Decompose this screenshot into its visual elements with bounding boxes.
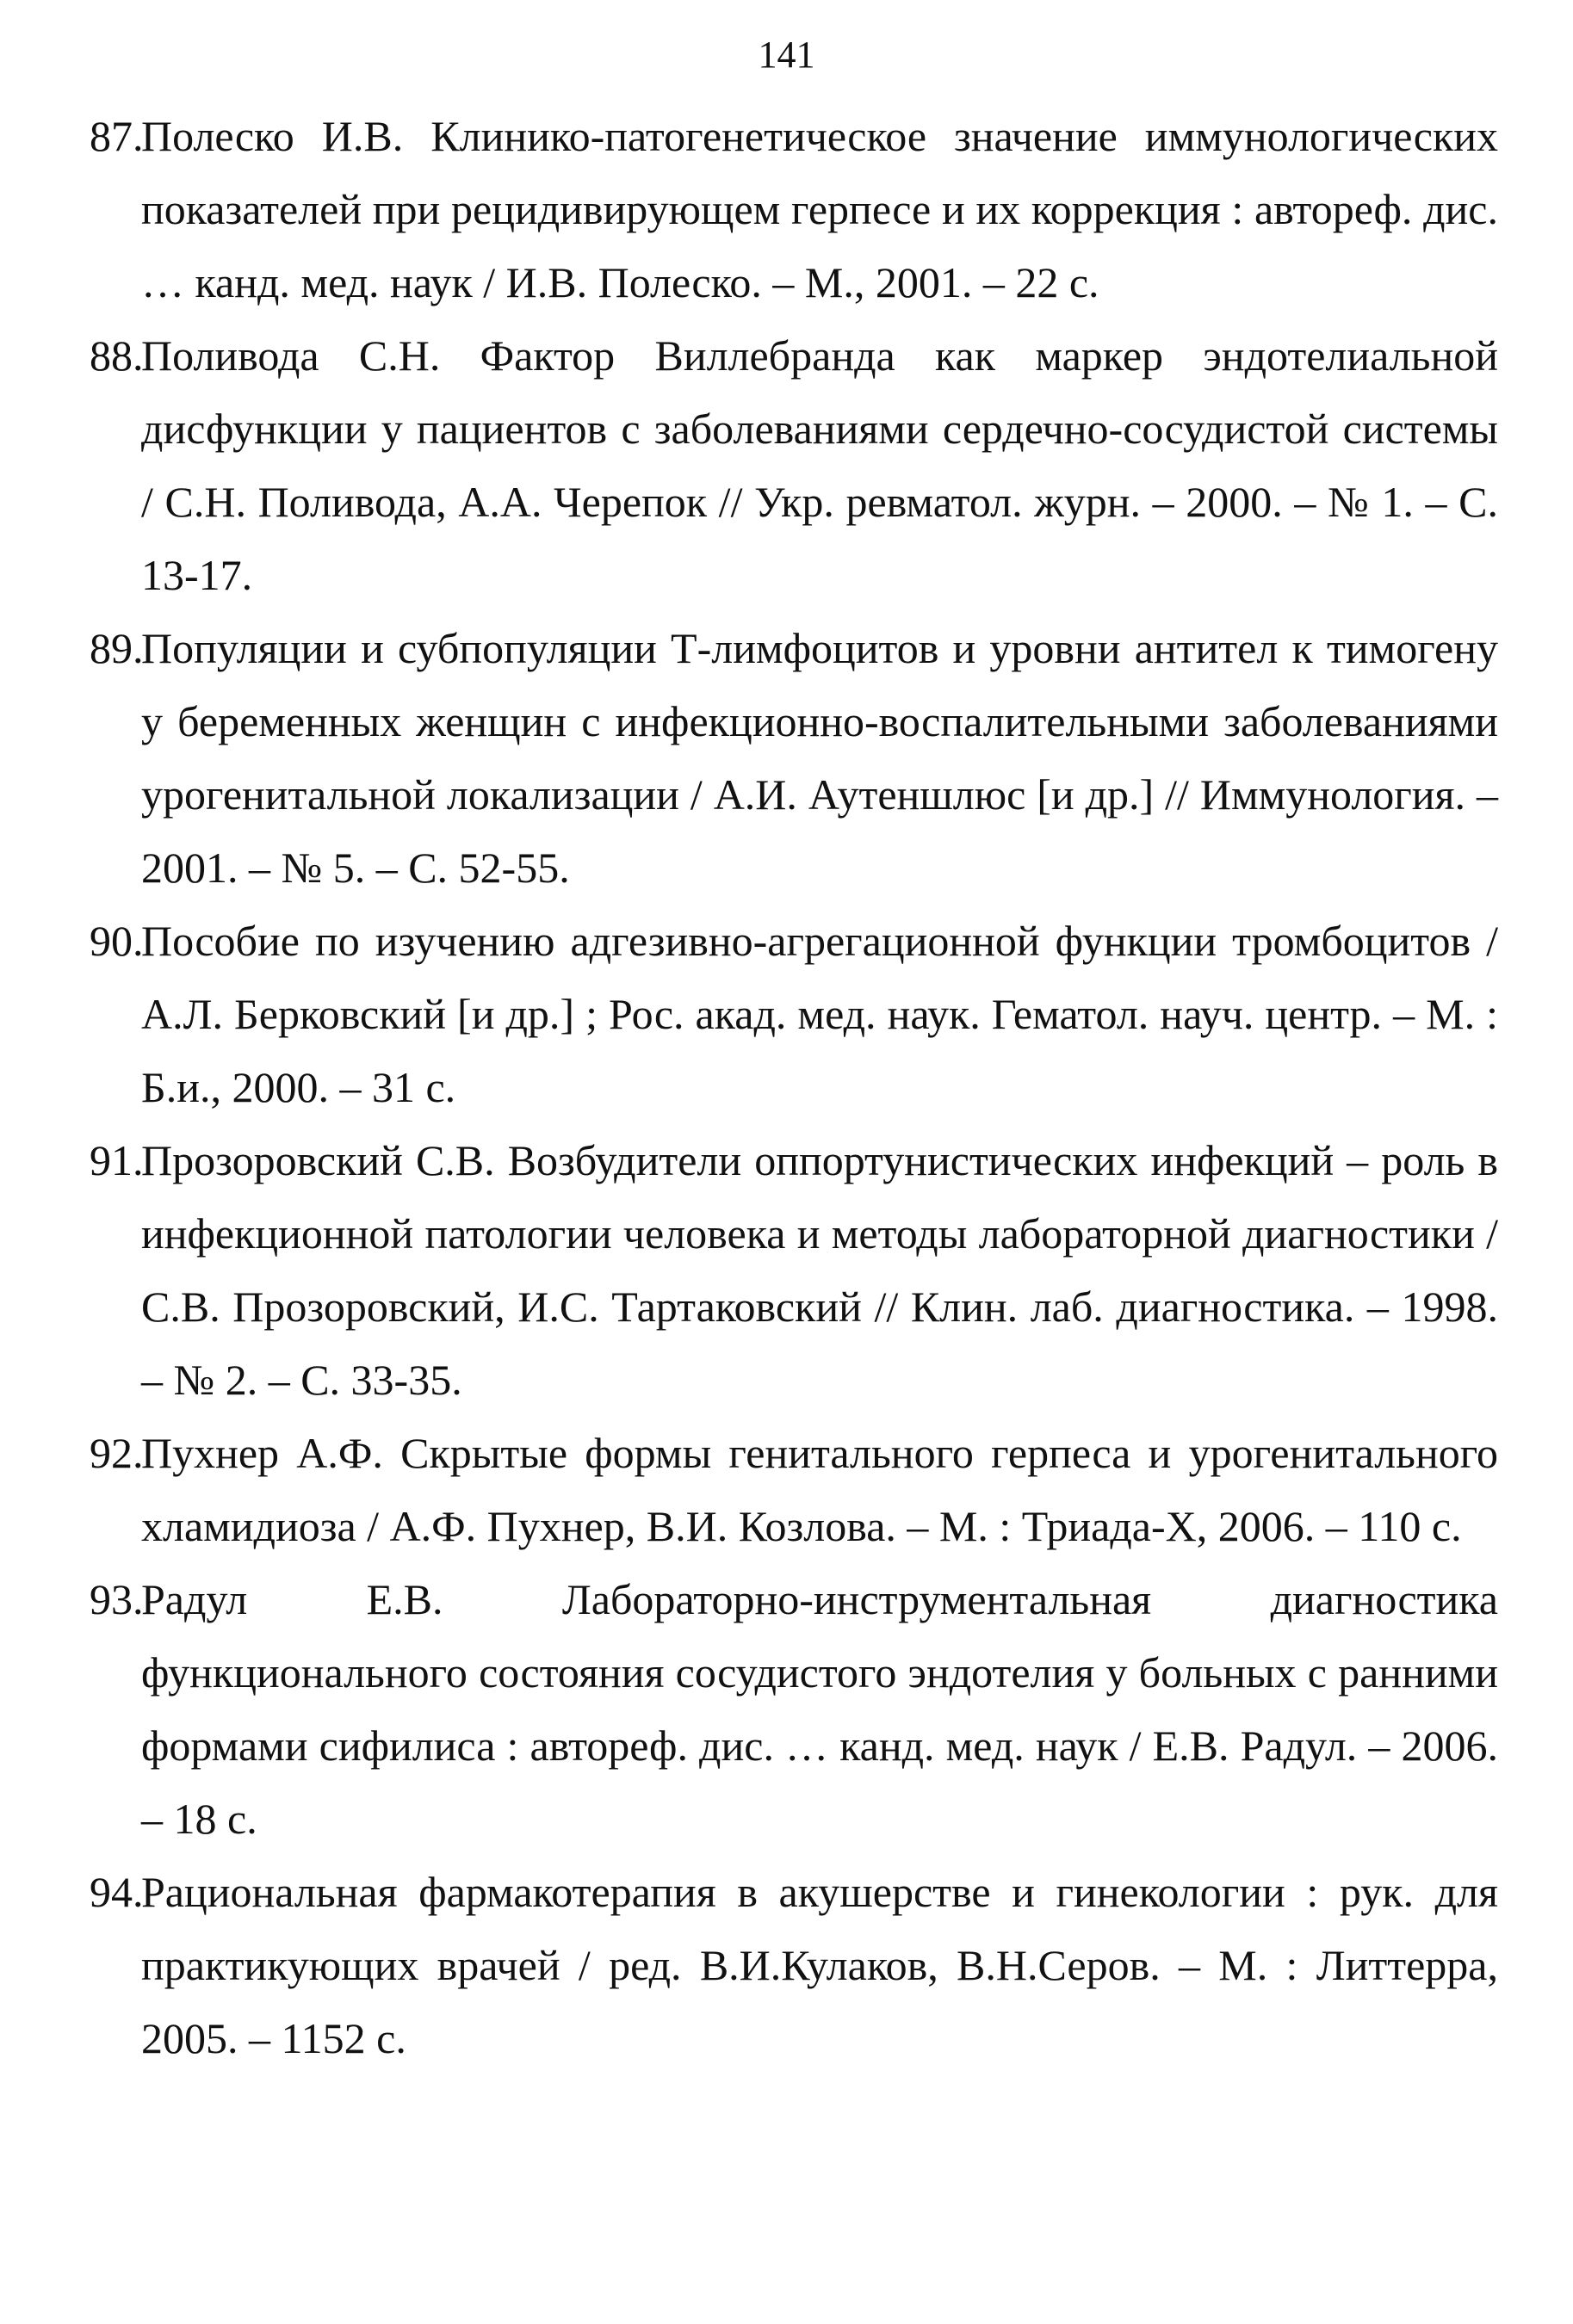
reference-item bbox=[90, 1563, 1498, 1856]
reference-number: 94. bbox=[90, 1868, 144, 1916]
reference-item bbox=[90, 905, 1498, 1124]
reference-number: 88. bbox=[90, 331, 144, 380]
page-number: 141 bbox=[758, 34, 815, 76]
reference-item bbox=[90, 319, 1498, 612]
reference-number: 93. bbox=[90, 1575, 144, 1623]
reference-item bbox=[90, 612, 1498, 905]
reference-number: 87. bbox=[90, 112, 144, 160]
reference-list bbox=[90, 100, 1498, 2075]
reference-number: 92. bbox=[90, 1429, 144, 1477]
reference-item bbox=[90, 1417, 1498, 1563]
reference-text: Рациональная фармакотерапия в акушерстве и гинекологии : рук. для практикующих врачей / ред. В.И.Кулаков, В.Н.Серов. – М. : Литтерра, 2005. – 1152 с. bbox=[141, 1868, 1498, 2062]
reference-item bbox=[90, 100, 1498, 319]
reference-text: Популяции и субпопуляции Т-лимфоцитов и уровни антител к тимогену у беременных женщин с инфекционно-воспалительными заболеваниями урогенитальной локализации / А.И. Аутеншлюс [и др.] // Иммунология. – 2001. – № 5. – С. 52-55. bbox=[141, 624, 1498, 892]
reference-item bbox=[90, 1856, 1498, 2075]
reference-item bbox=[90, 1124, 1498, 1417]
reference-text: Пособие по изучению адгезивно-агрегационной функции тромбоцитов / А.Л. Берковский [и др.] ; Рос. акад. мед. наук. Гематол. науч. центр. – М. : Б.и., 2000. – 31 с. bbox=[141, 917, 1498, 1111]
reference-number: 91. bbox=[90, 1136, 144, 1184]
reference-number: 90. bbox=[90, 917, 144, 965]
reference-text: Прозоровский С.В. Возбудители оппортунистических инфекций – роль в инфекционной патологии человека и методы лабораторной диагностики / С.В. Прозоровский, И.С. Тартаковский // Клин. лаб. диагностика. – 1998. – № 2. – С. 33-35. bbox=[141, 1136, 1498, 1404]
reference-text: Полеско И.В. Клинико-патогенетическое значение иммунологических показателей при рецидивирующем герпесе и их коррекция : автореф. дис. … канд. мед. наук / И.В. Полеско. – М., 2001. – 22 с. bbox=[141, 112, 1498, 306]
reference-text: Пухнер А.Ф. Скрытые формы генитального герпеса и урогенитального хламидиоза / А.Ф. Пухнер, В.И. Козлова. – М. : Триада-Х, 2006. – 110 с. bbox=[141, 1429, 1498, 1550]
reference-text: Радул Е.В. Лабораторно-инструментальная диагностика функционального состояния сосудистого эндотелия у больных с ранними формами сифилиса : автореф. дис. … канд. мед. наук / Е.В. Радул. – 2006. – 18 с. bbox=[141, 1575, 1498, 1843]
reference-number: 89. bbox=[90, 624, 144, 672]
reference-text: Поливода С.Н. Фактор Виллебранда как маркер эндотелиальной дисфункции у пациентов с заболеваниями сердечно-сосудистой системы / С.Н. Поливода, А.А. Черепок // Укр. ревматол. журн. – 2000. – № 1. – С. 13-17. bbox=[141, 331, 1498, 599]
